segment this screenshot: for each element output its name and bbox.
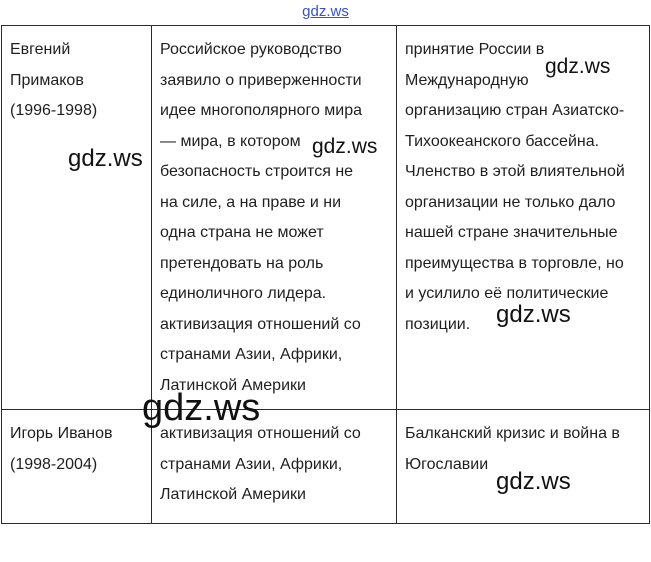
ministers-table — [1, 25, 650, 524]
table-row — [2, 26, 650, 410]
events-cell: Балканский кризис и война в Югославии — [397, 410, 650, 524]
policy-cell: активизация отношений со странами Азии, Африки, Латинской Америки — [152, 410, 397, 524]
watermark: gdz.ws — [312, 135, 378, 158]
minister-name-cell: Игорь Иванов (1998-2004) — [2, 410, 152, 524]
events-cell: принятие России в Международную организацию стран Азиатско- Тихоокеанского бассейна. Членство в этой влиятельной организации не только дало нашей стране значительные преимущества в торговле, но и усилило её политические позиции. — [397, 26, 650, 410]
watermark: gdz.ws — [68, 145, 143, 172]
watermark: gdz.ws — [496, 468, 571, 495]
watermark: gdz.ws — [545, 55, 611, 78]
policy-cell: Российское руководство заявило о приверженности идее многополярного мира — мира, в котором безопасность строится не на силе, а на праве и ни одна страна не может претендовать на роль единоличного лидера. активизация отношений со странами Азии, Африки, Латинской Америки — [152, 26, 397, 410]
watermark: gdz.ws — [142, 387, 261, 429]
minister-name-cell: Евгений Примаков (1996-1998) — [2, 26, 152, 410]
table-row — [2, 410, 650, 524]
top-watermark-link: gdz.ws — [302, 3, 349, 20]
watermark: gdz.ws — [496, 301, 571, 328]
